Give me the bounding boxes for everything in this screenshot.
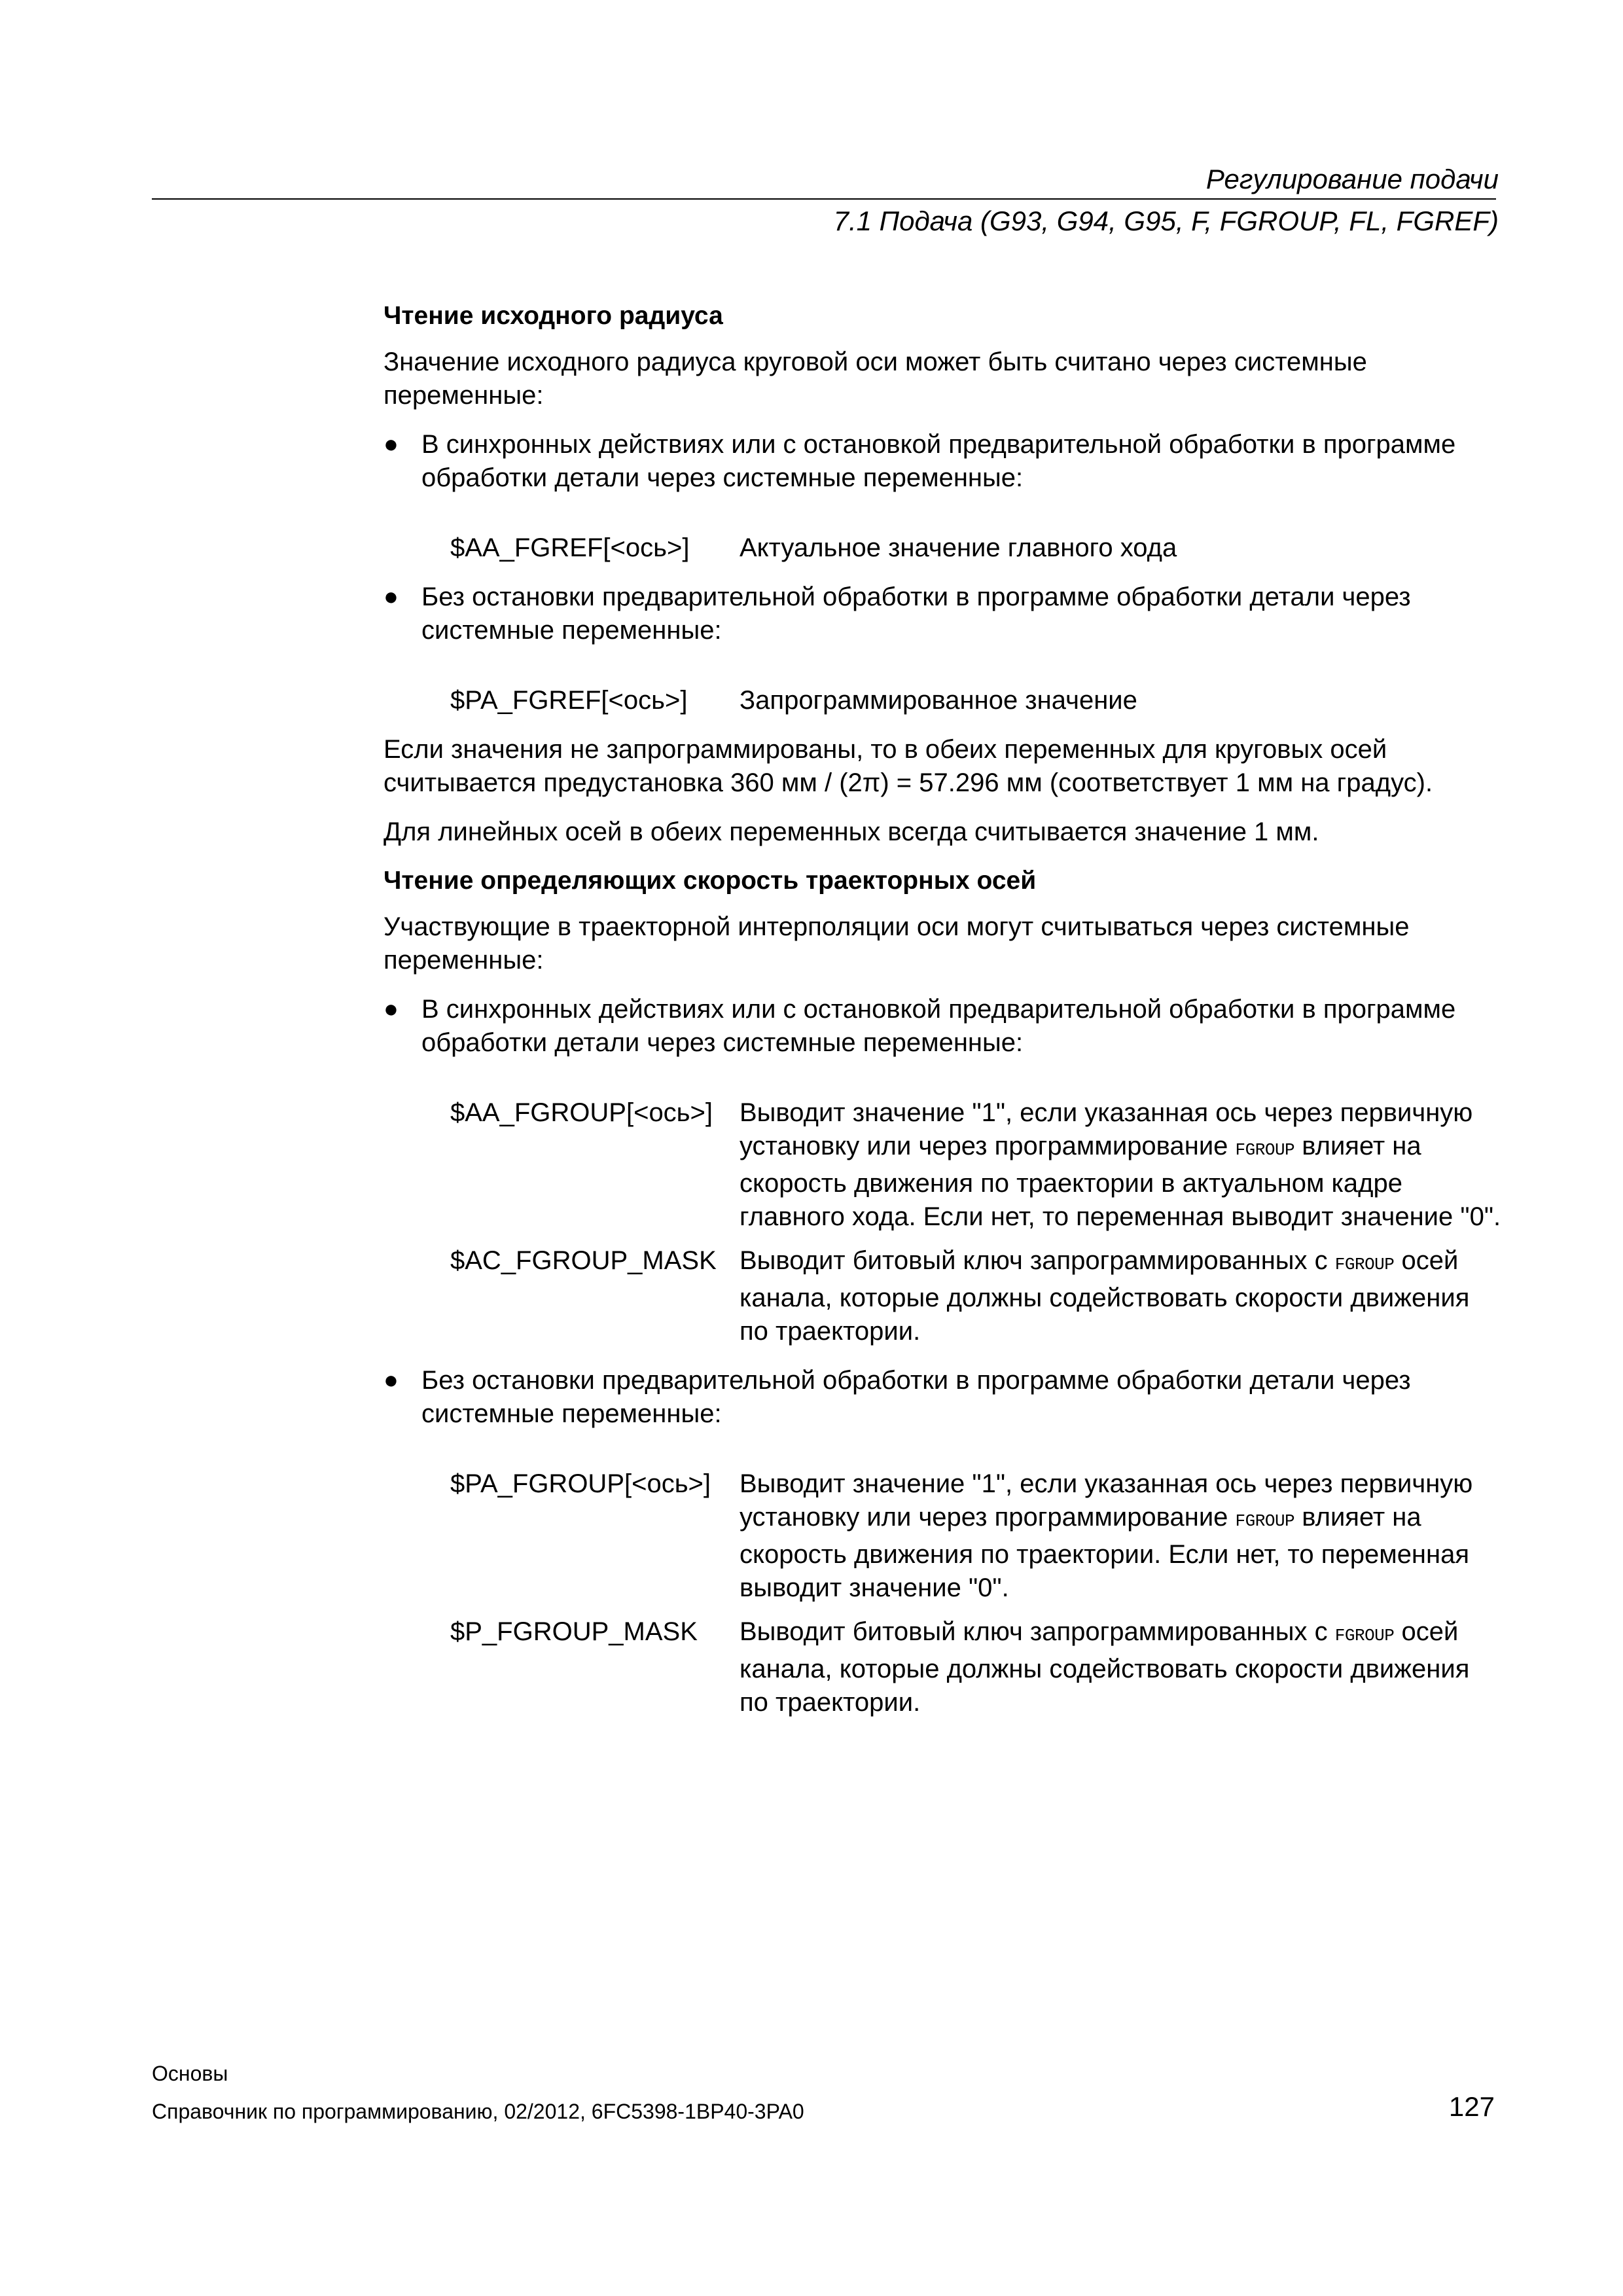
code-keyword: FGROUP [1235, 1511, 1295, 1531]
variable-name: $AA_FGROUP[<ось>] [450, 1098, 713, 1127]
variable-description [740, 1244, 1503, 1348]
footer-document-title: Основы [152, 2062, 228, 2085]
variable-table [383, 1096, 1503, 1348]
bullet-item [383, 993, 1503, 1060]
description-text: осей канала, которые должны содействовать скорости движения по траектории. [740, 1246, 1470, 1346]
variable-description [740, 1096, 1503, 1234]
description-text: влияет на скорость движения по траектории в актуальном кадре главного хода. Если нет, то переменная выводит значение "0". [740, 1132, 1501, 1231]
variable-row [383, 684, 1503, 717]
section-heading-reference-radius: Чтение исходного радиуса [383, 302, 723, 330]
code-keyword: FGROUP [1235, 1140, 1295, 1160]
paragraph-intro-radius: Значение исходного радиуса круговой оси может быть считано через системные переменные: [383, 348, 1367, 410]
description-text: влияет на скорость движения по траектории. Если нет, то переменная выводит значение "0". [740, 1503, 1470, 1602]
description-text: Выводит битовый ключ запрограммированных с [740, 1617, 1335, 1646]
paragraph-intro-path-axes: Участвующие в траекторной интерполяции оси могут считываться через системные переменные: [383, 912, 1410, 975]
bullet-icon: ● [383, 583, 399, 611]
bullet-icon: ● [383, 1367, 399, 1394]
bullet-text: Без остановки предварительной обработки в программе обработки детали через системные переменные: [421, 583, 1411, 645]
variable-name: $PA_FGREF[<ось>] [450, 686, 688, 715]
bullet-item [383, 1364, 1503, 1431]
bullet-text: В синхронных действиях или с остановкой предварительной обработки в программе обработки детали через системные переменные: [421, 995, 1456, 1057]
description-text: Выводит значение "1", если указанная ось через первичную установку или через программирование [740, 1098, 1473, 1160]
variable-description: Актуальное значение главного хода [740, 533, 1177, 562]
paragraph-linear-default: Для линейных осей в обеих переменных всегда считывается значение 1 мм. [383, 817, 1319, 846]
code-keyword: FGROUP [1334, 1255, 1395, 1274]
variable-table [383, 684, 1503, 717]
variable-table [383, 531, 1503, 565]
page-content [383, 300, 1503, 1735]
variable-row [383, 1096, 1503, 1234]
bullet-text: В синхронных действиях или с остановкой предварительной обработки в программе обработки детали через системные переменные: [421, 430, 1456, 492]
description-text: Выводит битовый ключ запрограммированных с [740, 1246, 1335, 1275]
running-header-section: 7.1 Подача (G93, G94, G95, F, FGROUP, FL, FGREF) [833, 206, 1499, 236]
variable-description: Запрограммированное значение [740, 686, 1137, 715]
description-text: осей канала, которые должны содействовать скорости движения по траектории. [740, 1617, 1470, 1717]
variable-row [383, 531, 1503, 565]
variable-name: $P_FGROUP_MASK [450, 1617, 698, 1646]
variable-name: $PA_FGROUP[<ось>] [450, 1469, 711, 1498]
code-keyword: FGROUP [1334, 1626, 1395, 1645]
description-text: Выводит значение "1", если указанная ось через первичную установку или через программирование [740, 1469, 1473, 1532]
header-rule [152, 198, 1496, 200]
variable-name: $AA_FGREF[<ось>] [450, 533, 690, 562]
variable-description [740, 1467, 1503, 1605]
variable-row [383, 1467, 1503, 1605]
bullet-item [383, 581, 1503, 647]
variable-name: $AC_FGROUP_MASK [450, 1246, 717, 1275]
bullet-icon: ● [383, 996, 399, 1023]
variable-table [383, 1467, 1503, 1719]
section-heading-path-axes: Чтение определяющих скорость траекторных осей [383, 867, 1037, 895]
footer-reference: Справочник по программированию, 02/2012, 6FC5398-1BP40-3PA0 [152, 2100, 804, 2123]
running-header-chapter: Регулирование подачи [1205, 164, 1499, 194]
variable-description [740, 1615, 1503, 1719]
variable-row [383, 1615, 1503, 1719]
paragraph-rotary-default: Если значения не запрограммированы, то в обеих переменных для круговых осей считывается предустановка 360 мм / (2π) = 57.296 мм (соответствует 1 мм на градус). [383, 735, 1433, 797]
bullet-item [383, 428, 1503, 495]
page-number: 127 [1448, 2091, 1495, 2122]
variable-row [383, 1244, 1503, 1348]
bullet-text: Без остановки предварительной обработки в программе обработки детали через системные переменные: [421, 1366, 1411, 1428]
bullet-icon: ● [383, 431, 399, 458]
